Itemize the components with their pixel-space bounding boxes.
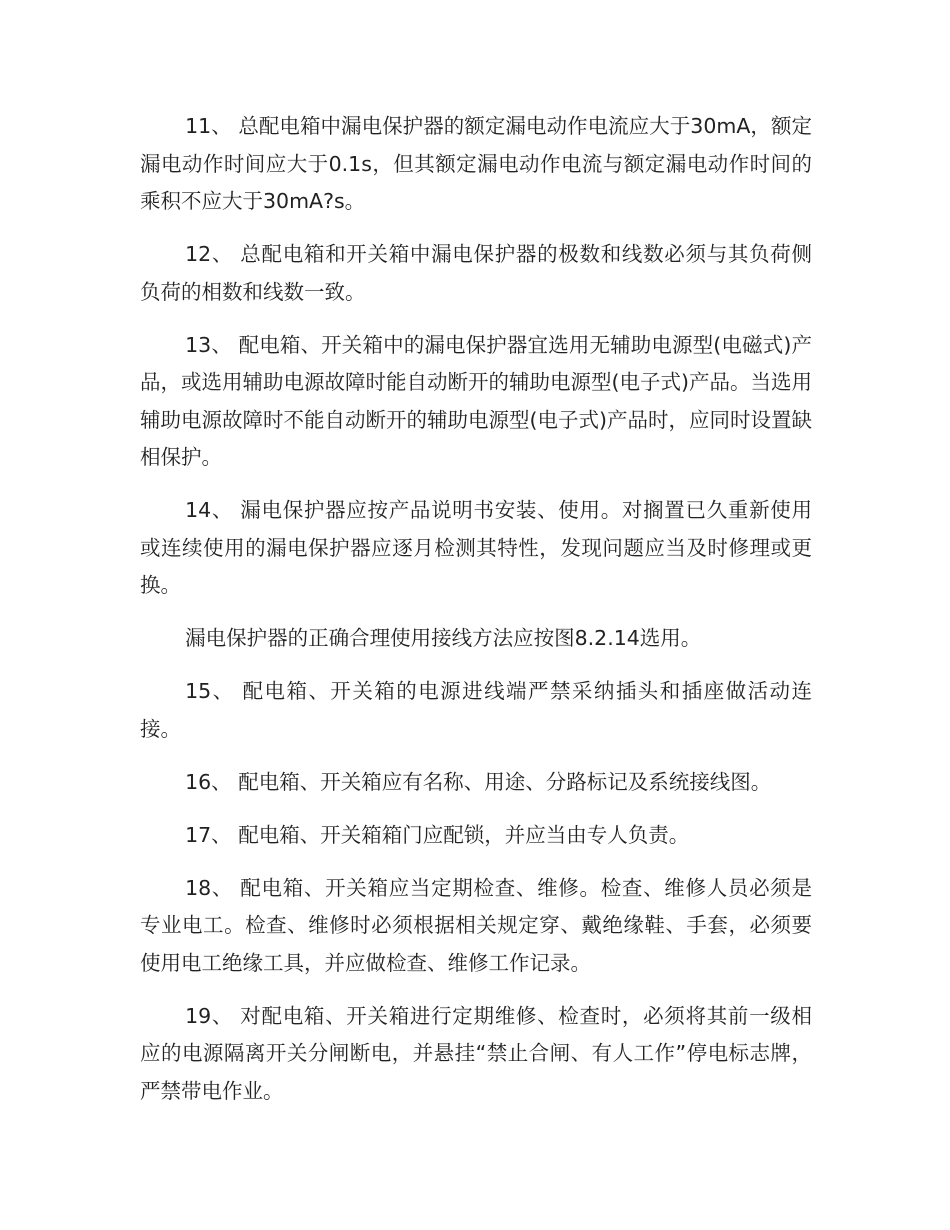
paragraph-wiring-note: 漏电保护器的正确合理使用接线方法应按图8.2.14选用。 bbox=[185, 626, 702, 650]
paragraph-17: 17、 配电箱、开关箱箱门应配锁，并应当由专人负责。 bbox=[185, 822, 690, 847]
paragraph-11: 11、 总配电箱中漏电保护器的额定漏电动作电流应大于30mA，额定漏电动作时间应大于0.1s，但其额定漏电动作电流与额定漏电动作时间的乘积不应大于30mA?s。 bbox=[140, 114, 812, 213]
paragraph-19: 19、 对配电箱、开关箱进行定期维修、检查时，必须将其前一级相应的电源隔离开关分闸断电，并悬挂“禁止合闸、有人工作”停电标志牌，严禁带电作业。 bbox=[140, 1003, 812, 1103]
paragraph-14: 14、 漏电保护器应按产品说明书安装、使用。对搁置已久重新使用或连续使用的漏电保护器应逐月检测其特性，发现问题应当及时修理或更换。 bbox=[140, 498, 812, 597]
paragraph-16: 16、 配电箱、开关箱应有名称、用途、分路标记及系统接线图。 bbox=[185, 769, 772, 794]
paragraph-13: 13、 配电箱、开关箱中的漏电保护器宜选用无辅助电源型(电磁式)产品，或选用辅助电源故障时能自动断开的辅助电源型(电子式)产品。当选用辅助电源故障时不能自动断开的辅助电源型(电子式)产品时，应同时设置缺相保护。 bbox=[140, 332, 812, 469]
document-body bbox=[140, 108, 812, 1126]
paragraph-12: 12、 总配电箱和开关箱中漏电保护器的极数和线数必须与其负荷侧负荷的相数和线数一致。 bbox=[140, 242, 812, 304]
paragraph-15: 15、 配电箱、开关箱的电源进线端严禁采纳插头和插座做活动连接。 bbox=[140, 679, 812, 741]
paragraph-18: 18、 配电箱、开关箱应当定期检查、维修。检查、维修人员必须是专业电工。检查、维修时必须根据相关规定穿、戴绝缘鞋、手套，必须要使用电工绝缘工具，并应做检查、维修工作记录。 bbox=[140, 875, 812, 975]
